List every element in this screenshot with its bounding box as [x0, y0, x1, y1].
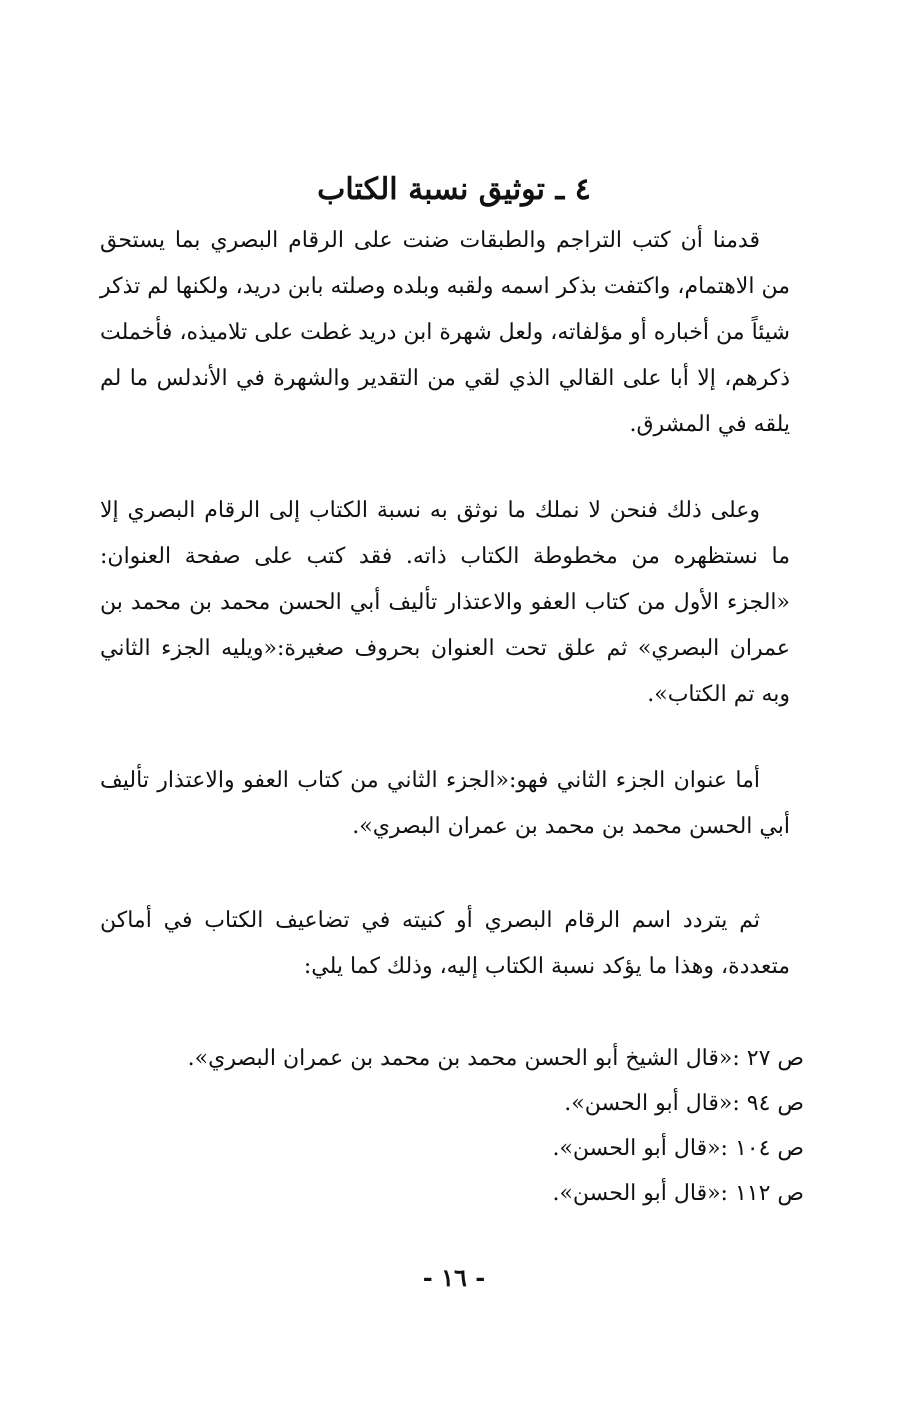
paragraph-2: وعلى ذلك فنحن لا نملك ما نوثق به نسبة الكتاب إلى الرقام البصري إلا ما نستظهره من مخطوطة الكتاب ذاته. فقد كتب على صفحة العنوان: «الجزء الأول من كتاب العفو والاعتذار تأليف أبي الحسن محمد بن محمد بن عمران البصري» ثم علق تحت العنوان بحروف صغيرة:«ويليه الجزء الثاني وبه تم الكتاب».	[100, 498, 790, 707]
page-references-list	[184, 1036, 804, 1216]
reference-item: ص ٢٧ :«قال الشيخ أبو الحسن محمد بن محمد بن عمران البصري».	[187, 1046, 804, 1071]
paragraph-1: قدمنا أن كتب التراجم والطبقات ضنت على الرقام البصري بما يستحق من الاهتمام، واكتفت بذكر اسمه ولقبه وبلده وصلته بابن دريد، ولكنها لم تذكر شيئاً من أخباره أو مؤلفاته، ولعل شهرة ابن دريد غطت على تلاميذه، فأخملت ذكرهم، إلا أبا على القالي الذي لقي من التقدير والشهرة في الأندلس ما لم يلقه في المشرق.	[100, 228, 790, 437]
reference-item: ص ٩٤ :«قال أبو الحسن».	[564, 1091, 804, 1116]
paragraph-3: أما عنوان الجزء الثاني فهو:«الجزء الثاني من كتاب العفو والاعتذار تأليف أبي الحسن محمد بن محمد بن عمران البصري».	[100, 768, 790, 839]
paragraph-4: ثم يتردد اسم الرقام البصري أو كنيته في تضاعيف الكتاب في أماكن متعددة، وهذا ما يؤكد نسبة الكتاب إليه، وذلك كما يلي:	[100, 908, 790, 979]
reference-item: ص ١١٢ :«قال أبو الحسن».	[552, 1181, 804, 1206]
page-number: - ١٦ -	[422, 1263, 486, 1292]
section-title: ٤ ـ توثيق نسبة الكتاب	[317, 172, 591, 208]
reference-item: ص ١٠٤ :«قال أبو الحسن».	[552, 1136, 804, 1161]
